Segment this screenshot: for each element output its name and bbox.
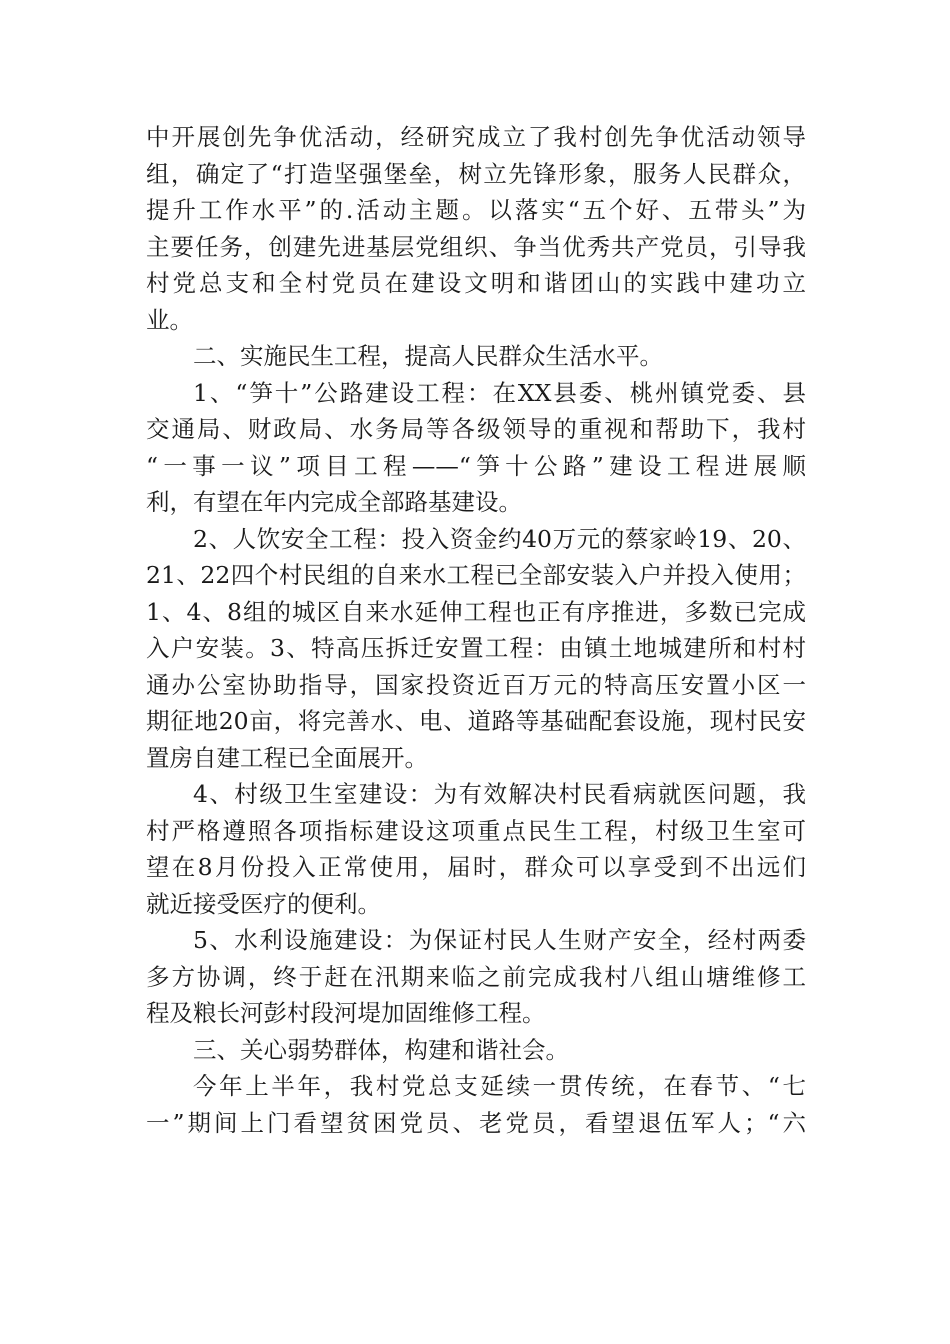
text-line: “一事一议”项目工程——“笋十公路”建设工程进展顺 — [146, 451, 806, 480]
text-line: 程及粮长河彭村段河堤加固维修工程。 — [146, 999, 546, 1027]
paragraph-irrigation-project — [146, 922, 806, 1032]
section-heading-3 — [146, 1032, 806, 1069]
text-line: 中开展创先争优活动，经研究成立了我村创先争优活动领导 — [146, 123, 806, 151]
document-page — [146, 119, 806, 1141]
text-line: 1、“笋十”公路建设工程：在XX县委、桃州镇党委、县 — [193, 378, 806, 407]
text-line: 组，确定了“打造坚强堡垒，树立先锋形象，服务人民群众， — [146, 159, 806, 188]
section-heading-2 — [146, 338, 806, 375]
text-line: 今年上半年，我村党总支延续一贯传统，在春节、“七 — [193, 1072, 806, 1100]
text-line: 利，有望在年内完成全部路基建设。 — [146, 488, 522, 516]
text-line: 21、22四个村民组的自来水工程已全部安装入户并投入使用； — [146, 561, 806, 589]
text-line: 置房自建工程已全面展开。 — [146, 743, 428, 772]
text-line: 二、实施民生工程，提高人民群众生活水平。 — [193, 342, 663, 370]
text-line: 5、水利设施建设：为保证村民人生财产安全，经村两委 — [193, 926, 806, 954]
text-line: 1、4、8组的城区自来水延伸工程也正有序推进，多数已完成 — [146, 597, 806, 626]
text-line: 就近接受医疗的便利。 — [146, 889, 381, 918]
paragraph-water-project — [146, 521, 806, 777]
paragraph-1 — [146, 119, 806, 338]
text-line: 村严格遵照各项指标建设这项重点民生工程，村级卫生室可 — [146, 816, 806, 845]
paragraph-road-project — [146, 375, 806, 521]
text-line: 主要任务，创建先进基层党组织、争当优秀共产党员，引导我 — [146, 232, 806, 261]
text-line: 通办公室协助指导，国家投资近百万元的特高压安置小区一 — [146, 670, 806, 699]
text-line: 村党总支和全村党员在建设文明和谐团山的实践中建功立 — [146, 269, 806, 297]
text-line: 4、村级卫生室建设：为有效解决村民看病就医问题，我 — [193, 780, 806, 808]
text-line: 三、关心弱势群体，构建和谐社会。 — [193, 1035, 569, 1064]
text-line: 多方协调，终于赶在汛期来临之前完成我村八组山塘维修工 — [146, 962, 806, 991]
text-line: 一”期间上门看望贫困党员、老党员，看望退伍军人；“六 — [146, 1108, 806, 1137]
text-line: 2、人饮安全工程：投入资金约40万元的蔡家岭19、20、 — [193, 524, 806, 553]
text-line: 期征地20亩，将完善水、电、道路等基础配套设施，现村民安 — [146, 707, 806, 735]
text-line: 入户安装。3、特高压拆迁安置工程：由镇土地城建所和村村 — [146, 634, 806, 662]
text-line: 提升工作水平”的.活动主题。以落实“五个好、五带头”为 — [146, 196, 806, 224]
paragraph-clinic-project — [146, 776, 806, 922]
text-line: 业。 — [146, 305, 193, 334]
text-line: 交通局、财政局、水务局等各级领导的重视和帮助下，我村 — [146, 415, 806, 443]
text-line: 望在8月份投入正常使用，届时，群众可以享受到不出远们 — [146, 853, 806, 881]
paragraph-vulnerable-groups — [146, 1068, 806, 1141]
